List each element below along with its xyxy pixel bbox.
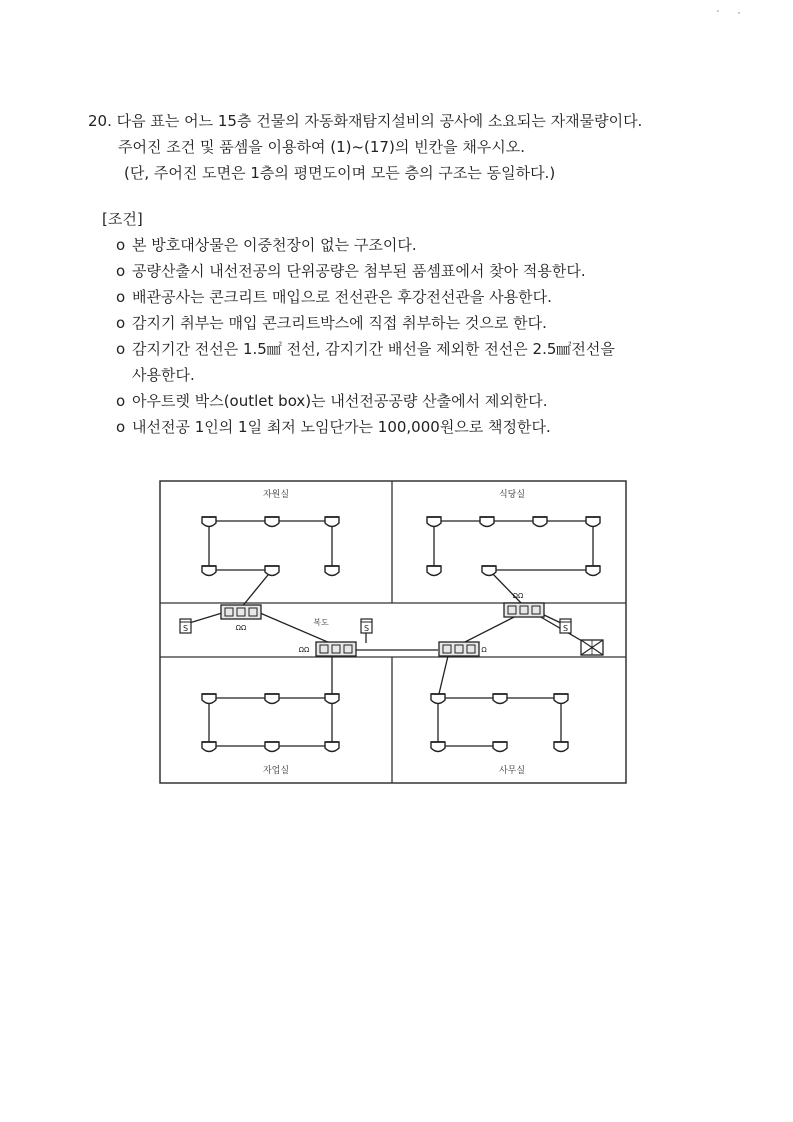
detector-icon <box>325 566 339 576</box>
question-line-3: (단, 주어진 도면은 1층의 평면도이며 모든 층의 구조는 동일하다.) <box>124 164 556 182</box>
bullet-icon: o <box>116 262 126 280</box>
conditions-list <box>102 232 702 440</box>
detector-icon <box>325 517 339 527</box>
detector-icon <box>427 517 441 527</box>
svg-text:S: S <box>562 624 569 633</box>
condition-item-5-cont: 사용한다. <box>132 366 195 384</box>
bullet-icon: o <box>116 236 126 254</box>
question-line-1 <box>88 108 708 134</box>
pbl-ohm-label: ΩΩ <box>235 624 247 632</box>
detector-icon <box>431 694 445 704</box>
plan-outline <box>160 481 626 783</box>
pbl-ohm-label: ΩΩ <box>512 592 524 600</box>
question-number: 20. <box>88 112 112 130</box>
question-line-2: 주어진 조건 및 품셈을 이용하여 (1)~(17)의 빈칸을 채우시오. <box>118 138 526 156</box>
condition-item-3: o 배관공사는 콘크리트 매입으로 전선관은 후강전선관을 사용한다. <box>116 284 702 310</box>
floor-plan-svg <box>159 480 627 784</box>
conditions-block <box>102 206 702 440</box>
detector-icon <box>265 694 279 704</box>
switch-box-right <box>560 619 571 633</box>
detector-icon <box>554 742 568 752</box>
conditions-title: [조건] <box>102 210 143 228</box>
bullet-icon: o <box>116 314 126 332</box>
detector-icon <box>325 694 339 704</box>
detector-icon <box>533 517 547 527</box>
bullet-icon: o <box>116 392 126 410</box>
room-label-top-right: 식당실 <box>498 490 526 500</box>
pbl-ohm-label: Ω <box>481 646 487 654</box>
detector-icon <box>325 742 339 752</box>
bullet-icon: o <box>116 288 126 306</box>
room-label-bottom-right: 사무실 <box>498 766 526 776</box>
detector-icon <box>480 517 494 527</box>
detector-icon <box>554 694 568 704</box>
condition-item-2: o 공량산출시 내선전공의 단위공량은 첨부된 품셈표에서 찾아 적용한다. <box>116 258 702 284</box>
question-block <box>88 108 708 186</box>
detector-icon <box>202 517 216 527</box>
detector-icon <box>586 517 600 527</box>
svg-text:S: S <box>363 624 370 633</box>
floor-plan-diagram <box>159 480 627 784</box>
scan-speck <box>738 12 740 14</box>
bullet-icon: o <box>116 340 126 358</box>
switch-box-center <box>361 619 372 633</box>
detector-icon <box>265 742 279 752</box>
receiver-panel-icon <box>581 640 603 655</box>
condition-item-1: o 본 방호대상물은 이중천장이 없는 구조이다. <box>116 232 702 258</box>
detector-icon <box>202 566 216 576</box>
detector-icon <box>586 566 600 576</box>
bullet-icon: o <box>116 418 126 436</box>
question-text-1: 다음 표는 어느 15층 건물의 자동화재탐지설비의 공사에 소요되는 자재물량이다. <box>116 112 643 130</box>
corridor-label: 복도 <box>313 618 329 627</box>
detector-icon <box>265 517 279 527</box>
condition-item-7: o 내선전공 1인의 1일 최저 노임단가는 100,000원으로 책정한다. <box>116 414 702 440</box>
detector-icon <box>427 566 441 576</box>
condition-item-6: o 아우트렛 박스(outlet box)는 내선전공공량 산출에서 제외한다. <box>116 388 702 414</box>
detector-icon <box>202 694 216 704</box>
scan-speck <box>717 10 719 12</box>
svg-text:S: S <box>182 624 189 633</box>
detector-icon <box>493 742 507 752</box>
room-label-top-left: 자원실 <box>262 490 290 500</box>
detector-icon <box>482 566 496 576</box>
pbl-ohm-label: ΩΩ <box>298 646 310 654</box>
detector-icon <box>431 742 445 752</box>
detector-icon <box>493 694 507 704</box>
detector-icon <box>202 742 216 752</box>
switch-box-left <box>180 619 191 633</box>
condition-item-4: o 감지기 취부는 매입 콘크리트박스에 직접 취부하는 것으로 한다. <box>116 310 702 336</box>
condition-item-5: o 감지기간 전선은 1.5㎟ 전선, 감지기간 배선을 제외한 전선은 2.5㎟전선을 사용한다. <box>116 336 702 388</box>
room-label-bottom-left: 자업실 <box>262 766 290 776</box>
detector-icon <box>265 566 279 576</box>
